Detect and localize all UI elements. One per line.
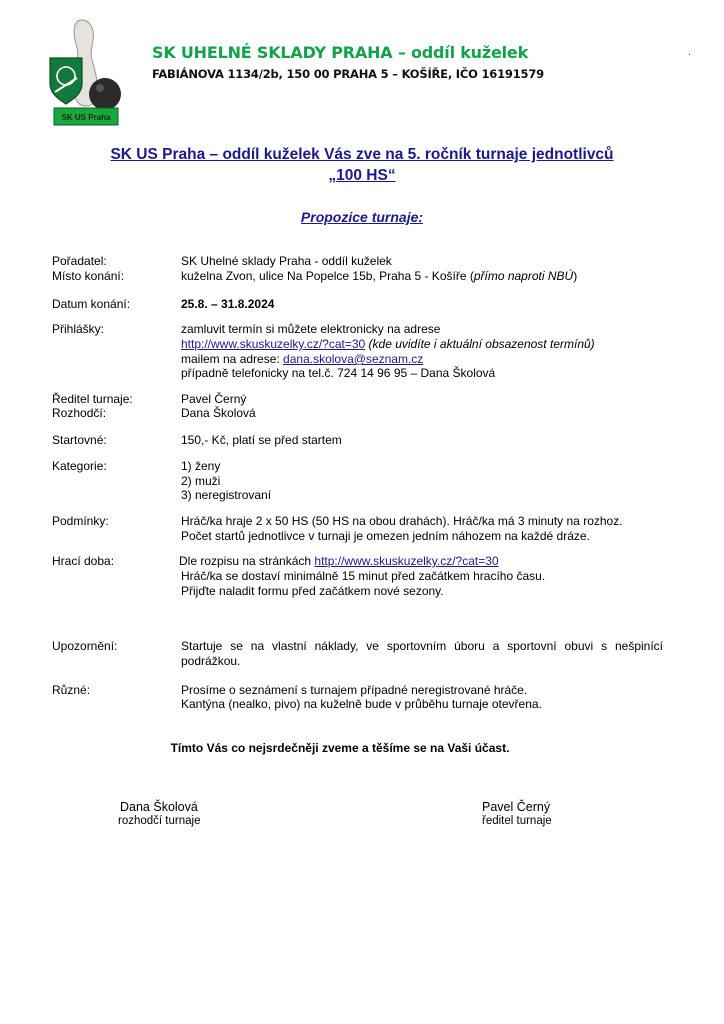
invitation-heading: SK US Praha – oddíl kuželek Vás zve na 5. ročník turnaje jednotlivců — [110, 146, 614, 163]
closing-sentence: Tímto Vás co nejsrdečněji zveme a těšíme se na Vaši účast. — [170, 741, 510, 755]
poradatel-value: SK Uhelné sklady Praha - oddíl kuželek — [181, 254, 392, 268]
ruzne-line2: Kantýna (nealko, pivo) na kuželně bude v průběhu turnaje otevřena. — [181, 697, 542, 711]
invitation-subheading: „100 HS“ — [328, 167, 396, 184]
podminky-label: Podmínky: — [52, 514, 109, 528]
prihlasky-line1: zamluvit termín si můžete elektronicky na adrese — [181, 322, 441, 336]
club-logo — [46, 18, 122, 128]
signature-role-left: rozhodčí turnaje — [118, 815, 201, 827]
hraci-doba-line1 — [179, 554, 499, 568]
misto-label: Místo konání: — [52, 269, 125, 283]
ruzne-line1: Prosíme o seznámení s turnajem případné neregistrované hráče. — [181, 683, 528, 697]
reditel-label: Ředitel turnaje: — [52, 392, 133, 406]
reditel-value: Pavel Černý — [181, 392, 247, 406]
club-name: SK UHELNÉ SKLADY PRAHA – oddíl kuželek — [152, 43, 529, 62]
prihlasky-line4: případně telefonicky na tel.č. 724 14 96 95 – Dana Školová — [181, 366, 496, 380]
kategorie-item: 2) muži — [181, 474, 221, 488]
signature-role-right: ředitel turnaje — [482, 815, 552, 827]
datum-label: Datum konání: — [52, 297, 131, 311]
prihlasky-link[interactable]: http://www.skuskuzelky.cz/?cat=30 — [181, 337, 366, 351]
prihlasky-line3 — [181, 352, 423, 366]
kategorie-item: 3) neregistrovaní — [181, 488, 272, 502]
club-address: FABIÁNOVA 1134/2b, 150 00 PRAHA 5 – KOŠÍŘE, IČO 16191579 — [152, 67, 544, 81]
misto-text: kuželna Zvon, ulice Na Popelce 15b, Praha 5 - Košíře ( — [181, 269, 474, 283]
propozice-heading: Propozice turnaje: — [300, 209, 424, 225]
kategorie-label: Kategorie: — [52, 459, 107, 473]
prihlasky-line2 — [181, 337, 595, 351]
logo-label: SK US Praha — [61, 113, 111, 122]
rozhodci-value: Dana Školová — [181, 406, 256, 420]
podminky-line1: Hráč/ka hraje 2 x 50 HS (50 HS na obou drahách). Hráč/ka má 3 minuty na rozhoz. — [181, 514, 623, 528]
hraci-doba-link[interactable]: http://www.skuskuzelky.cz/?cat=30 — [314, 554, 499, 568]
misto-italic: přímo naproti NBÚ — [473, 269, 574, 283]
rozhodci-label: Rozhodčí: — [52, 406, 107, 420]
hraci-doba-line3: Přijďte naladit formu před začátkem nové sezony. — [181, 584, 444, 598]
hraci-doba-prefix: Dle rozpisu na stránkách — [179, 554, 315, 568]
hraci-doba-label: Hrací doba: — [52, 554, 115, 568]
prihlasky-mail-prefix: mailem na adrese: — [181, 352, 284, 366]
prihlasky-note: (kde uvidíte i aktuální obsazenost termínů) — [365, 337, 595, 351]
misto-value — [181, 269, 577, 283]
signature-name-left: Dana Školová — [120, 800, 198, 814]
signature-name-right: Pavel Černý — [482, 800, 551, 814]
upozorneni-label: Upozornění: — [52, 639, 118, 653]
podminky-line2: Počet startů jednotlivce v turnaji je omezen jedním náhozem na každé dráze. — [181, 529, 590, 543]
datum-value: 25.8. – 31.8.2024 — [181, 297, 275, 311]
prihlasky-email-link[interactable]: dana.skolova@seznam.cz — [283, 352, 424, 366]
ruzne-label: Různé: — [52, 683, 91, 697]
prihlasky-label: Přihlášky: — [52, 322, 105, 336]
upozorneni-value: Startuje se na vlastní náklady, ve sportovním úboru a sportovní obuvi s nešpinící podrážkou. — [181, 639, 663, 668]
misto-end: ) — [573, 269, 578, 283]
kategorie-item: 1) ženy — [181, 459, 221, 473]
hraci-doba-line2: Hráč/ka se dostaví minimálně 15 minut před začátkem hracího času. — [181, 569, 546, 583]
startovne-label: Startovné: — [52, 433, 107, 447]
startovne-value: 150,- Kč, platí se před startem — [181, 433, 342, 447]
header-dot: . — [688, 47, 691, 58]
poradatel-label: Pořadatel: — [52, 254, 107, 268]
